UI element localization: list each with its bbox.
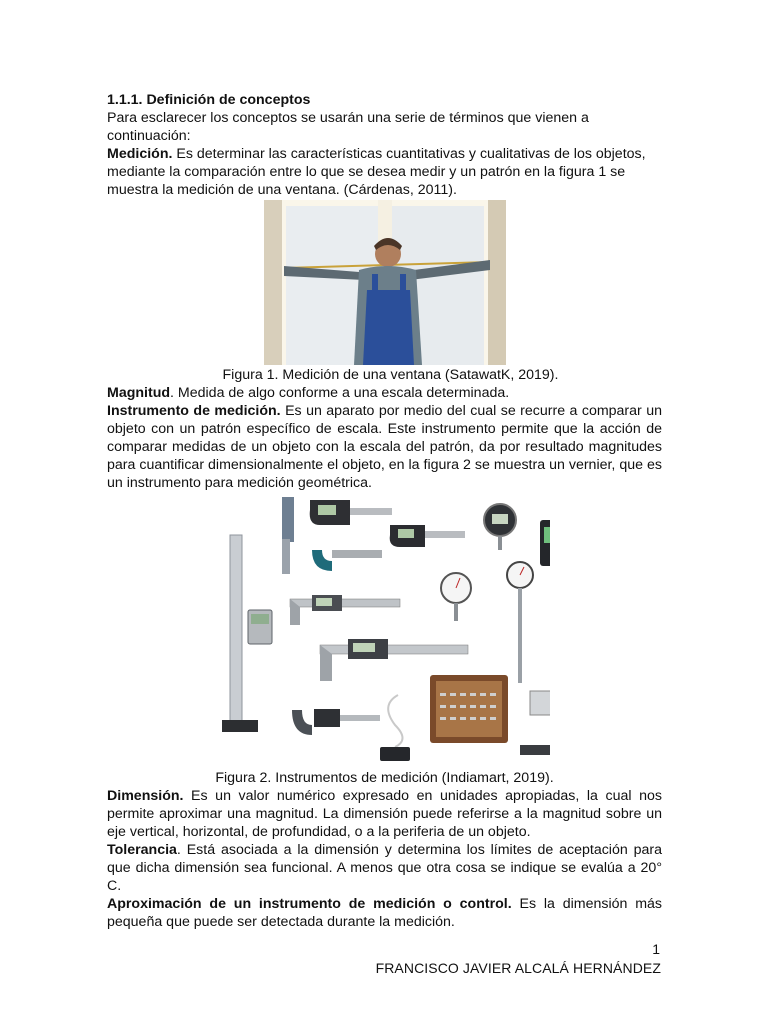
figure-2-caption: Figura 2. Instrumentos de medición (Indiamart, 2019). — [215, 770, 554, 786]
definition-aproximacion — [107, 895, 662, 931]
definition-text: Es un aparato por medio del cual se recurre a comparar un objeto con un patrón específico de escala. Este instrumento permite que la acción de comparar medidas de un objeto con la escala del patrón, da por resultado magnitudes para cuantificar dimensionalmente el objeto, en la figura 2 se muestra un vernier, que es un instrumento para medición geométrica. — [107, 403, 662, 491]
document-body — [107, 91, 662, 931]
definition-text: Es determinar las características cuantitativas y cualitativas de los objetos, mediante la comparación entre lo que se desea medir y un patrón en la figura 1 se muestra la medición de una ventana. (Cárdenas, 2011). — [107, 146, 646, 198]
definition-tolerancia — [107, 841, 662, 895]
figure-1-caption: Figura 1. Medición de una ventana (SatawatK, 2019). — [222, 367, 559, 383]
term-medicion: Medición. — [107, 146, 173, 162]
figure-2-measuring-instruments-photo — [220, 495, 550, 767]
definition-instrumento — [107, 402, 662, 492]
term-dimension: Dimensión. — [107, 788, 184, 804]
definition-medicion — [107, 145, 662, 199]
section-heading: 1.1.1. Definición de conceptos — [107, 92, 311, 108]
term-magnitud: Magnitud — [107, 385, 171, 401]
figure-1-window-measurement-photo — [264, 200, 506, 365]
term-tolerancia: Tolerancia — [107, 842, 177, 858]
intro-paragraph: Para esclarecer los conceptos se usarán una serie de términos que vienen a continuación: — [107, 110, 589, 144]
author-name: FRANCISCO JAVIER ALCALÁ HERNÁNDEZ — [375, 960, 661, 976]
definition-text: Es un valor numérico expresado en unidades apropiadas, la cual nos permite aproximar una magnitud. La dimensión puede referirse a la magnitud sobre un eje vertical, horizontal, de profundidad, o a la periferia de un objeto. — [107, 788, 662, 840]
definition-magnitud — [107, 384, 662, 402]
definition-text: Es la dimensión más pequeña que puede ser detectada durante la medición. — [107, 896, 662, 930]
definition-text: . Medida de algo conforme a una escala determinada. — [170, 385, 510, 401]
page-number: 1 — [652, 941, 660, 957]
definition-dimension — [107, 787, 662, 841]
definition-text: . Está asociada a la dimensión y determina los límites de aceptación para que dicha dimensión sea funcional. A menos que otra cosa se indique se evalúa a 20° C. — [107, 842, 662, 894]
term-aproximacion: Aproximación de un instrumento de medición o control. — [107, 896, 512, 912]
term-instrumento: Instrumento de medición. — [107, 403, 281, 419]
